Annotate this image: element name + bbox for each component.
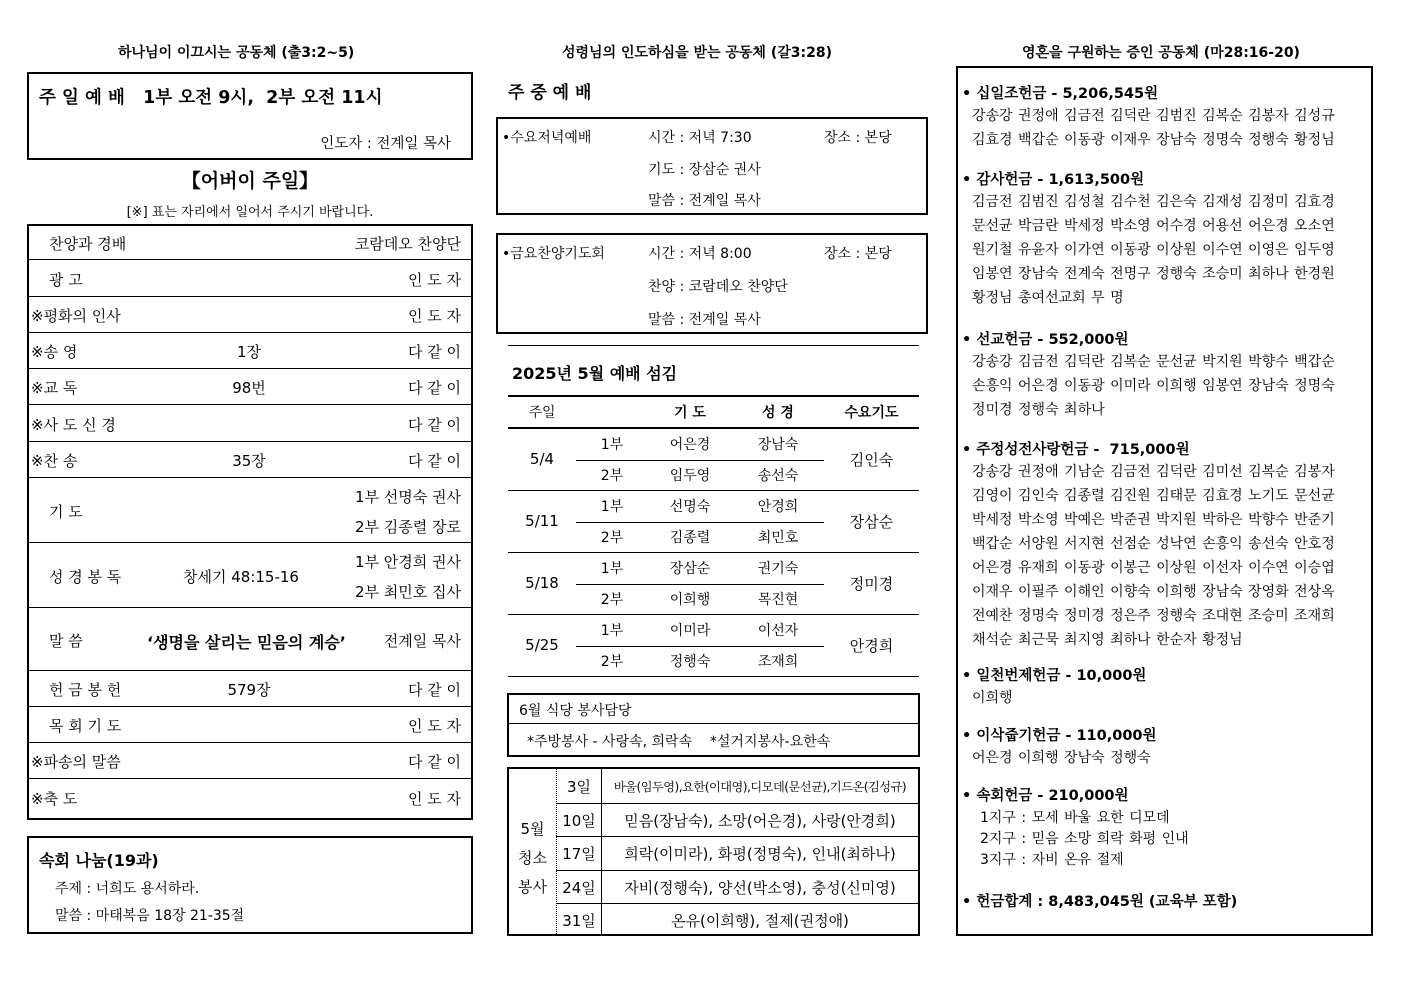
service-order-item: 성 경 봉 독 [49,567,122,586]
offering-total: • 헌금합계 : 8,483,045원 (교육부 포함) [962,894,1238,910]
offering-donors: 임봉연 장남숙 전계숙 전명구 정행숙 조승미 최하나 한경원 [972,266,1335,282]
service-order-leader: 인 도 자 [407,717,461,735]
friday-service-praise: 찬양 : 코람데오 찬양단 [648,279,788,295]
left-column-header: 하나님이 이끄시는 공동체 (출3:2~5) [118,45,355,61]
service-order-item: 말 씀 [49,631,83,650]
service-bible: 장남숙 [757,437,799,453]
service-order-item: 찬양과 경배 [49,234,127,253]
offering-donors: 김효경 백갑순 이동광 이재우 장남숙 정명숙 정행숙 황정님 [972,132,1335,148]
service-order-row [29,259,471,297]
service-prayer: 장삼순 [669,561,711,577]
service-prayer: 선명숙 [669,499,711,515]
offering-donors: 강송강 권정애 기남순 김금전 김덕란 김미선 김복순 김봉자 [972,464,1335,480]
cleaning-label [509,815,556,902]
cleaning-day: 31일 [562,912,596,930]
service-order-item: 광 고 [49,270,83,289]
service-order-row [29,368,471,405]
service-order-leader: 2부 김종렬 장로 [354,518,461,536]
offering-donors: 백갑순 서양원 서지현 선점순 성낙연 손흥익 송선숙 안호정 [972,536,1335,552]
service-order-leader: 2부 최민호 집사 [354,583,461,601]
friday-service-name: •금요찬양기도회 [502,246,605,262]
cleaning-day: 10일 [562,811,596,830]
offering-donors: 어은경 이희행 장남숙 정행숙 [972,750,1151,766]
kitchen-duty-box [507,693,920,757]
cleaning-duty-box [507,767,920,936]
service-order-leader: 다 같 이 [407,415,461,434]
service-bible: 권기숙 [757,561,799,577]
offering-donors: 문선균 박금란 박세정 박소영 어수경 어용선 어은경 오소연 [972,218,1335,234]
service-order-leader: 다 같 이 [407,681,461,699]
offering-donors: 강송강 김금전 김덕란 김복순 문선균 박지원 박향수 백갑순 [972,354,1335,370]
cell-group-box [27,836,473,934]
service-bible: 이선자 [757,623,799,639]
service-order-item: 목 회 기 도 [49,717,122,735]
offering-donors: 정미경 정행숙 최하나 [972,402,1105,418]
service-order-row [29,670,471,707]
friday-service-sermon: 말씀 : 전계일 목사 [648,312,761,328]
wednesday-service-place: 장소 : 본당 [824,130,892,146]
occasion-title: 【어버이 주일】 [181,170,319,192]
service-order-row [29,706,471,743]
service-order-row [29,778,471,816]
wednesday-service-sermon: 말씀 : 전계일 목사 [648,193,761,209]
service-order-leader: 1부 선명숙 권사 [354,488,461,506]
offering-donors: 원기철 유윤자 이가연 이동광 이상원 이수연 이영은 임두영 [972,242,1335,258]
service-order-row [29,226,471,259]
service-order-item: 헌 금 봉 헌 [49,681,122,699]
wednesday-prayer-person: 장삼순 [849,513,894,531]
wednesday-service-name: •수요저녁예배 [502,130,592,146]
cleaning-groups: 바울(임두영),요한(이대영),디모데(문선균),기드온(김성규) [613,780,907,794]
offering-donors: 1지구 : 모세 바울 요한 디모데 [980,810,1170,826]
service-order-item: ※교 독 [31,379,78,397]
service-order-detail: 창세기 48:15-16 [183,567,299,586]
service-order-row [29,607,471,671]
service-part: 1부 [600,623,624,639]
service-order-leader: 인 도 자 [407,789,461,808]
friday-service-time: 시간 : 저녁 8:00 [648,246,752,262]
service-date: 5/4 [529,450,555,468]
offering-title: • 속회헌금 - 210,000원 [962,788,1129,804]
may-service-title: 2025년 5월 예배 섬김 [512,364,678,383]
offering-donors: 황정님 총여선교회 무 명 [972,290,1124,306]
wednesday-service-time: 시간 : 저녁 7:30 [648,130,752,146]
weekday-services-title: 주 중 예 배 [508,83,592,103]
cleaning-day: 17일 [562,845,596,863]
standing-notice: [※] 표는 자리에서 일어서 주시기 바랍니다. [126,205,374,220]
service-order-row [29,742,471,779]
service-date: 5/25 [525,636,559,654]
friday-service-place: 장소 : 본당 [824,246,892,262]
sunday-service-box [27,72,473,160]
cell-group-scripture: 말씀 : 마태복음 18장 21-35절 [55,908,245,924]
service-order-row [29,441,471,478]
offering-donors: 박세정 박소영 박예은 박준권 박지원 박하은 박향수 반준기 [972,512,1335,528]
service-order-row [29,477,471,543]
cleaning-groups: 자비(정행숙), 양선(박소영), 충성(신미영) [624,878,896,897]
service-bible: 송선숙 [757,468,799,484]
right-column-header: 영혼을 구원하는 증인 공동체 (마28:16-20) [1022,45,1300,61]
offering-donors: 3지구 : 자비 온유 절제 [980,852,1124,868]
kitchen-duty-detail: *주방봉사 - 사랑속, 희락속 *설거지봉사-요한속 [527,734,831,750]
service-order-item: ※송 영 [31,343,78,361]
service-order-detail: 35장 [232,452,266,470]
offering-donors: 이희행 [972,690,1013,706]
offering-title: • 주정성전사랑헌금 - 715,000원 [962,442,1190,458]
wednesday-service-prayer: 기도 : 장삼순 권사 [648,162,761,178]
offering-title: • 십일조헌금 - 5,206,545원 [962,86,1159,102]
service-prayer: 이희행 [669,592,711,608]
col-header-bible: 성 경 [762,405,794,421]
middle-column-header: 성령님의 인도하심을 받는 공동체 (갈3:28) [562,45,832,61]
service-order-row [29,404,471,442]
service-order-leader: 인 도 자 [407,307,461,325]
service-part: 2부 [600,592,624,608]
sunday-service-title: 주 일 예 배 1부 오전 9시, 2부 오전 11시 [39,88,383,108]
service-bible: 조재희 [757,654,799,670]
offering-donors: 이재우 이필주 이해인 이향숙 이희행 장남숙 장영화 전상옥 [972,584,1335,600]
service-order-detail: 579장 [227,681,271,699]
service-prayer: 정행숙 [669,654,711,670]
offering-donors: 전예찬 정명숙 정미경 정은주 정행숙 조대현 조승미 조재희 [972,608,1335,624]
service-order-item: ※평화의 인사 [31,307,121,325]
service-date: 5/11 [525,512,559,530]
wednesday-prayer-person: 안경희 [849,637,894,655]
cleaning-label-month: 5월 [520,820,545,838]
service-part: 1부 [600,499,624,515]
offering-title: • 이삭줍기헌금 - 110,000원 [962,728,1157,744]
service-part: 1부 [600,437,624,453]
service-prayer: 이미라 [669,623,711,639]
service-order-leader: 1부 안경희 권사 [354,553,461,571]
service-order-row [29,332,471,369]
service-bible: 최민호 [757,530,799,546]
service-order-leader: 인 도 자 [407,270,461,289]
offerings-box [956,66,1373,936]
cleaning-label-service: 봉사 [518,878,547,896]
service-part: 2부 [600,530,624,546]
service-part: 1부 [600,561,624,577]
service-order-leader: 다 같 이 [407,343,461,361]
service-order-leader: 다 같 이 [407,452,461,470]
service-order-item: 기 도 [49,502,83,521]
service-part: 2부 [600,468,624,484]
service-prayer: 김종렬 [669,530,711,546]
cleaning-day: 3일 [566,778,592,796]
offering-donors: 손흥익 어은경 이동광 이미라 이희행 임봉연 장남숙 정명숙 [972,378,1335,394]
service-bible: 목진현 [757,592,799,608]
cleaning-groups: 온유(이희행), 절제(권정애) [671,912,849,930]
service-part: 2부 [600,654,624,670]
service-order-leader: 코람데오 찬양단 [354,234,461,253]
service-order-item: ※사 도 신 경 [31,415,116,434]
service-order-row [29,296,471,333]
wednesday-service-box [496,117,928,215]
col-header-prayer: 기 도 [674,405,706,421]
service-order-item: ※파송의 말씀 [31,753,121,771]
service-order-detail: 98번 [232,379,266,397]
offering-donors: 어은경 유재희 이동광 이봉근 이상원 이선자 이수연 이승엽 [972,560,1335,576]
cleaning-label-clean: 청소 [518,849,547,867]
offering-donors: 강송강 권정애 김금전 김덕란 김범진 김복순 김봉자 김성규 [972,108,1335,124]
service-order-item: ※찬 송 [31,452,78,470]
col-header-sunday: 주일 [528,405,556,421]
kitchen-duty-title: 6월 식당 봉사담당 [519,703,632,719]
service-order-row [29,542,471,608]
col-header-wednesday-prayer: 수요기도 [844,405,899,421]
service-prayer: 임두영 [669,468,711,484]
service-order-detail: ‘생명을 살리는 믿음의 계승’ [147,632,346,652]
offering-title: • 감사헌금 - 1,613,500원 [962,172,1145,188]
friday-service-box [496,233,928,334]
cell-group-title: 속회 나눔(19과) [39,851,159,870]
service-bible: 안경희 [757,499,799,515]
cell-group-topic: 주제 : 너희도 용서하라. [55,881,200,897]
service-order-leader: 다 같 이 [407,379,461,397]
wednesday-prayer-person: 정미경 [849,575,894,593]
service-prayer: 어은경 [669,437,711,453]
cleaning-groups: 믿음(장남숙), 소망(어은경), 사랑(안경희) [624,811,896,830]
offering-donors: 2지구 : 믿음 소망 희락 화평 인내 [980,831,1189,847]
service-order-detail: 1장 [236,343,262,361]
may-service-table [508,345,919,675]
service-order-leader: 다 같 이 [407,753,461,771]
service-order-item: ※축 도 [31,789,78,808]
offering-donors: 채석순 최근묵 최지영 최하나 한순자 황정님 [972,632,1243,648]
wednesday-prayer-person: 김인숙 [849,451,894,469]
service-date: 5/18 [525,574,559,592]
cleaning-groups: 희락(이미라), 화평(정명숙), 인내(최하나) [624,845,896,863]
offering-title: • 일천번제헌금 - 10,000원 [962,668,1147,684]
order-of-service [27,224,473,820]
service-leader: 인도자 : 전계일 목사 [320,136,451,152]
offering-donors: 김금전 김범진 김성철 김수천 김은숙 김재성 김정미 김효경 [972,194,1335,210]
service-order-leader: 전계일 목사 [383,631,461,650]
offering-donors: 김영이 김인숙 김종렬 김진원 김태문 김효경 노기도 문선균 [972,488,1335,504]
cleaning-day: 24일 [562,878,596,897]
offering-title: • 선교헌금 - 552,000원 [962,332,1129,348]
